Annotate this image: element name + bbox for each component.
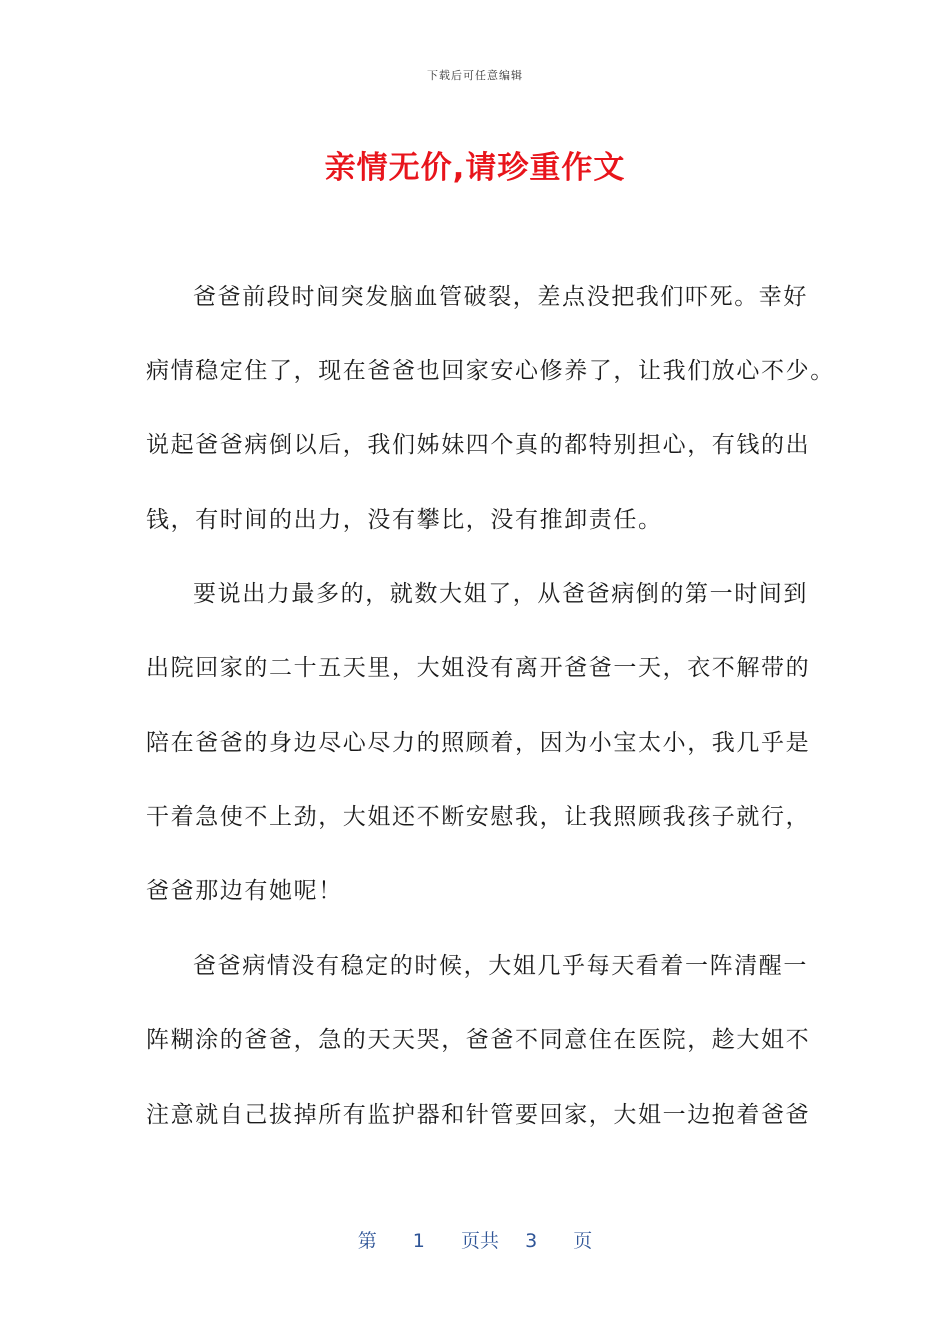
current-page-number: 1 bbox=[412, 1230, 425, 1252]
paragraph-line: 干着急使不上劲，大姐还不断安慰我，让我照顾我孩子就行， bbox=[146, 804, 811, 830]
paragraph-line: 说起爸爸病倒以后，我们姊妹四个真的都特别担心，有钱的出 bbox=[146, 432, 811, 458]
header-note: 下载后可任意编辑 bbox=[427, 69, 523, 82]
paragraph-line: 爸爸前段时间突发脑血管破裂，差点没把我们吓死。幸好 bbox=[193, 284, 808, 310]
paragraph-line: 钱，有时间的出力，没有攀比，没有推卸责任。 bbox=[146, 507, 663, 533]
paragraph-line: 出院回家的二十五天里，大姐没有离开爸爸一天，衣不解带的 bbox=[146, 655, 811, 681]
page-footer bbox=[0, 1226, 950, 1253]
paragraph-line: 阵糊涂的爸爸，急的天天哭，爸爸不同意住在医院，趁大姐不 bbox=[146, 1027, 811, 1053]
document-title: 亲情无价,请珍重作文 bbox=[324, 150, 626, 186]
paragraph-line: 病情稳定住了，现在爸爸也回家安心修养了，让我们放心不少。 bbox=[146, 358, 835, 384]
page-suffix: 页 bbox=[573, 1230, 593, 1252]
paragraph-line: 要说出力最多的，就数大姐了，从爸爸病倒的第一时间到 bbox=[193, 581, 808, 607]
paragraph-line: 爸爸那边有她呢！ bbox=[146, 878, 343, 904]
paragraph-line: 陪在爸爸的身边尽心尽力的照顾着，因为小宝太小，我几乎是 bbox=[146, 730, 811, 756]
paragraph-line: 爸爸病情没有稳定的时候，大姐几乎每天看着一阵清醒一 bbox=[193, 953, 808, 979]
total-pages-number: 3 bbox=[525, 1230, 538, 1252]
paragraph-line: 注意就自己拔掉所有监护器和针管要回家，大姐一边抱着爸爸 bbox=[146, 1102, 811, 1128]
page-prefix: 第 bbox=[357, 1230, 377, 1252]
page-middle: 页共 bbox=[460, 1230, 499, 1252]
